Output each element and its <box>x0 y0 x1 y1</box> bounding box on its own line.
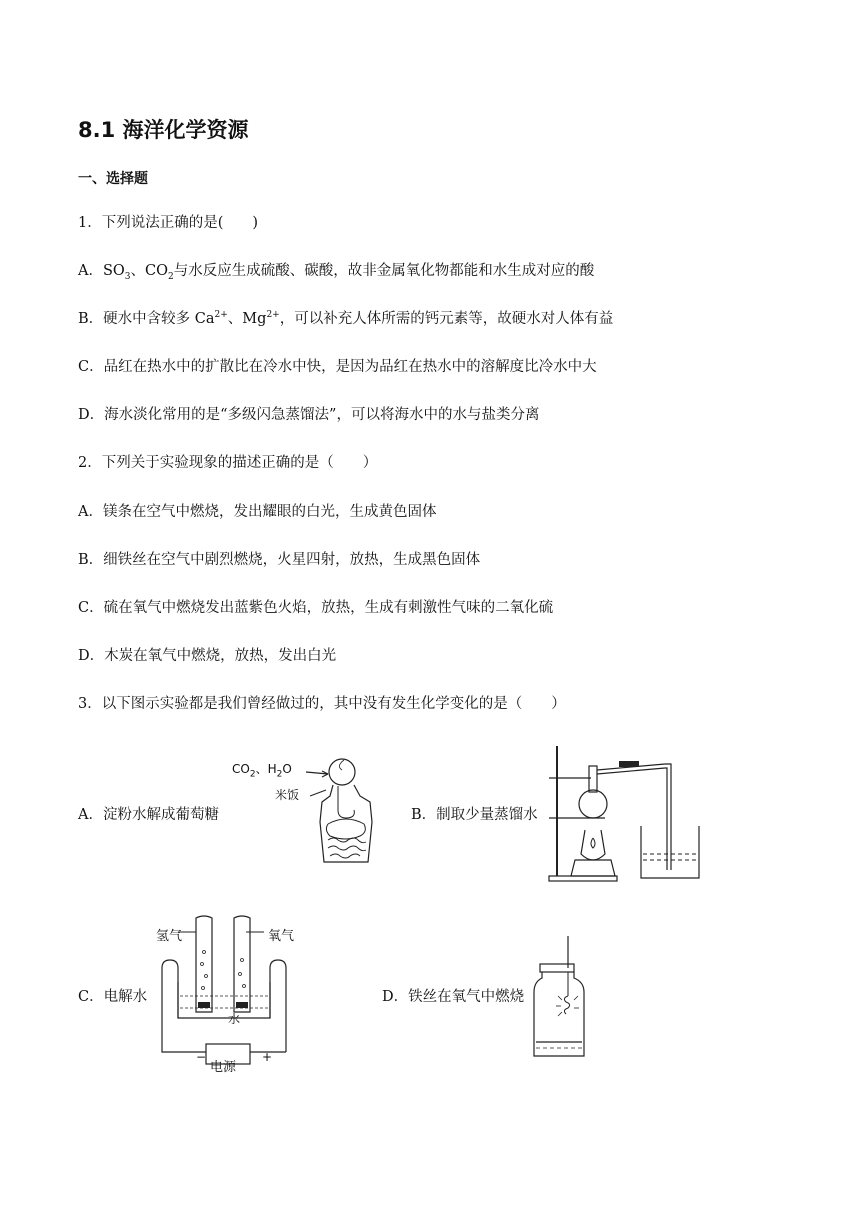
figure-digestion <box>230 752 390 877</box>
body-outline-drawing <box>230 752 390 877</box>
q2-option-b: B．细铁丝在空气中剧烈燃烧，火星四射，放热，生成黑色固体 <box>78 552 481 568</box>
q2-option-c: C．硫在氧气中燃烧发出蓝紫色火焰，放热，生成有刺激性气味的二氧化硫 <box>78 600 554 616</box>
electrolysis-drawing <box>150 912 310 1082</box>
q2-option-d: D．木炭在氧气中燃烧，放热，发出白光 <box>78 648 337 664</box>
oxygen-label: 氧气 <box>268 929 295 944</box>
distillation-drawing <box>545 742 705 884</box>
food-label: 米饭 <box>275 788 300 802</box>
positive-terminal: + <box>262 1050 273 1064</box>
q2-stem: 2．下列关于实验现象的描述正确的是（ ） <box>78 455 378 471</box>
iron-burning-drawing <box>530 934 590 1060</box>
q1-option-b: B．硬水中含较多 $Ca^{2+}$、$Mg^{2+}$，可以补充人体所需的钙元素等，故硬水对人体有益 <box>78 310 614 327</box>
power-source-label: 电源 <box>210 1060 237 1075</box>
q1-option-d: D．海水淡化常用的是“多级闪急蒸馏法”，可以将海水中的水与盐类分离 <box>78 407 540 423</box>
water-label: 水 <box>228 1012 241 1026</box>
figure-iron-burning <box>530 934 590 1060</box>
q3-option-a: A．淀粉水解成葡萄糖 <box>78 807 219 823</box>
hydrogen-label: 氢气 <box>156 929 183 944</box>
q1-option-c: C．品红在热水中的扩散比在冷水中快，是因为品红在热水中的溶解度比冷水中大 <box>78 359 597 375</box>
q1-stem: 1．下列说法正确的是( ) <box>78 215 259 231</box>
figure-distillation <box>545 742 705 884</box>
q2-option-a: A．镁条在空气中燃烧，发出耀眼的白光，生成黄色固体 <box>78 504 437 520</box>
figure-electrolysis <box>150 912 310 1082</box>
q3-option-b: B．制取少量蒸馏水 <box>411 807 538 823</box>
section-heading: 一、选择题 <box>78 171 148 187</box>
q3-option-c: C．电解水 <box>78 989 148 1005</box>
page-title: 8.1 海洋化学资源 <box>78 118 249 142</box>
q3-stem: 3．以下图示实验都是我们曾经做过的，其中没有发生化学变化的是（ ） <box>78 696 566 712</box>
gas-label: $CO_2$、$H_2O$ <box>232 762 292 780</box>
q1-option-a: A．$SO_3$、$CO_2$与水反应生成硫酸、碳酸，故非金属氧化物都能和水生成对应的酸 <box>78 263 595 282</box>
negative-terminal: − <box>196 1050 207 1064</box>
q3-option-d: D．铁丝在氧气中燃烧 <box>382 989 525 1005</box>
